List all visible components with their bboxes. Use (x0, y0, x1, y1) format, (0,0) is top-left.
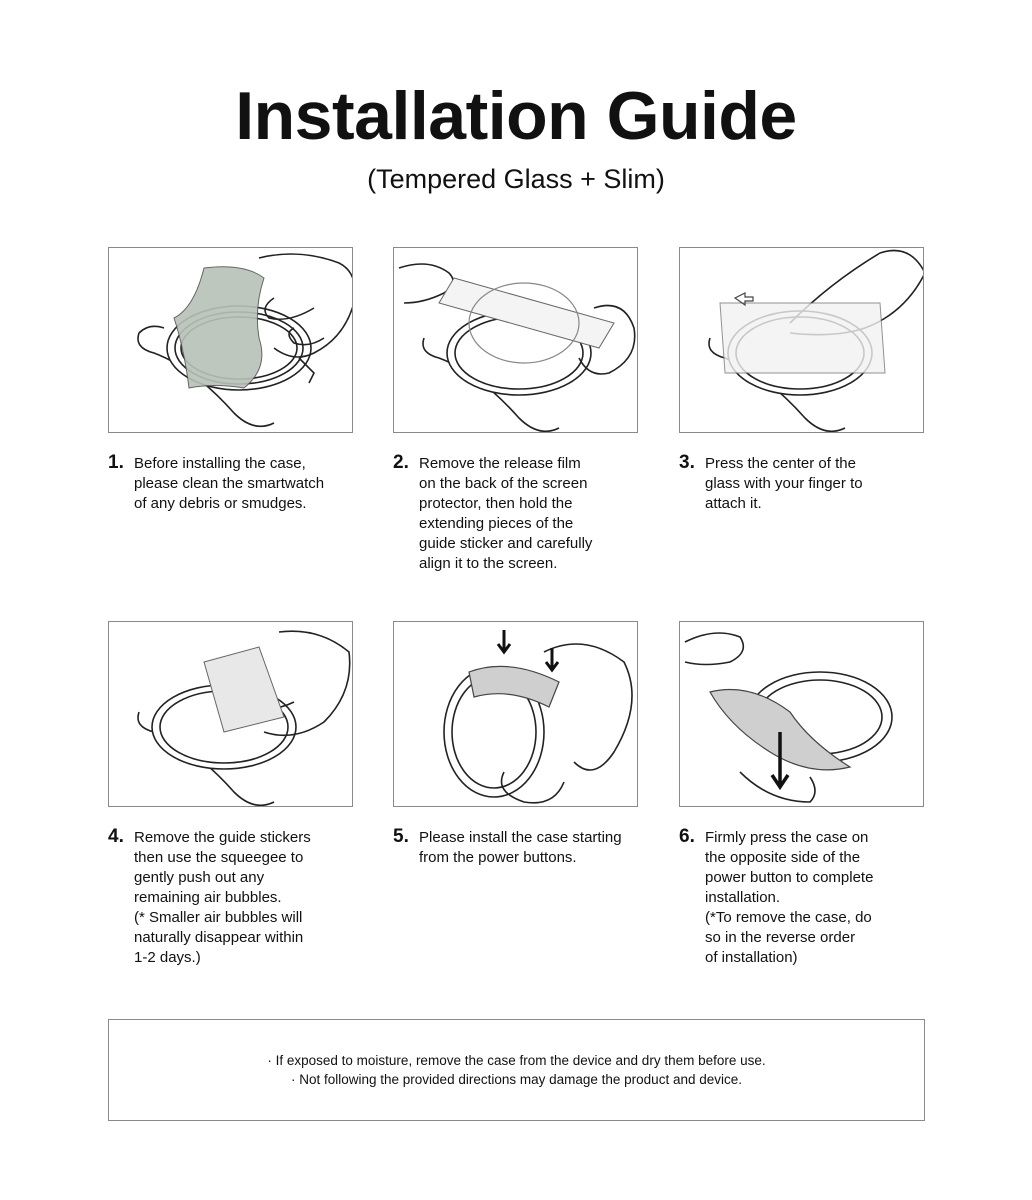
note-directions: · Not following the provided directions may damage the product and device. (290, 1072, 742, 1087)
note-moisture: · If exposed to moisture, remove the case from the device and dry them before use. (267, 1053, 766, 1068)
step-1-illustration (108, 247, 353, 433)
step-description: Please install the case starting from the power buttons. (419, 829, 622, 866)
step-number: 4. (108, 826, 124, 847)
notes-box (108, 1019, 925, 1121)
step-2-illustration (393, 247, 638, 433)
finger-press-glass-illustration (680, 248, 924, 433)
watch-cleaning-cloth-illustration (109, 248, 353, 433)
case-power-buttons-illustration (394, 622, 638, 807)
step-number: 1. (108, 452, 124, 473)
page-title: Installation Guide (235, 78, 797, 154)
step-number: 3. (679, 452, 695, 473)
release-film-glass-illustration (394, 248, 638, 433)
step-number: 6. (679, 826, 695, 847)
squeegee-bubbles-illustration (109, 622, 353, 807)
step-5-illustration (393, 621, 638, 807)
step-6-illustration (679, 621, 924, 807)
step-number: 2. (393, 452, 409, 473)
step-3-illustration (679, 247, 924, 433)
step-number: 5. (393, 826, 409, 847)
step-description: Before installing the case, please clean the smartwatch of any debris or smudges. (134, 455, 325, 512)
step-4-illustration (108, 621, 353, 807)
step-description: Remove the release film on the back of the screen protector, then hold the extending pieces of the guide sticker and carefully align it to the screen. (419, 455, 593, 572)
step-description: Press the center of the glass with your finger to attach it. (705, 455, 863, 512)
page-subtitle: (Tempered Glass + Slim) (367, 164, 665, 194)
case-press-opposite-illustration (680, 622, 924, 807)
step-description: Remove the guide stickers then use the squeegee to gently push out any remaining air bubbles. (* Smaller air bubbles will naturally disappear within 1-2 days.) (134, 829, 311, 966)
step-description: Firmly press the case on the opposite side of the power button to complete installation. (*To remove the case, do so in the reverse order of installation) (705, 829, 874, 966)
